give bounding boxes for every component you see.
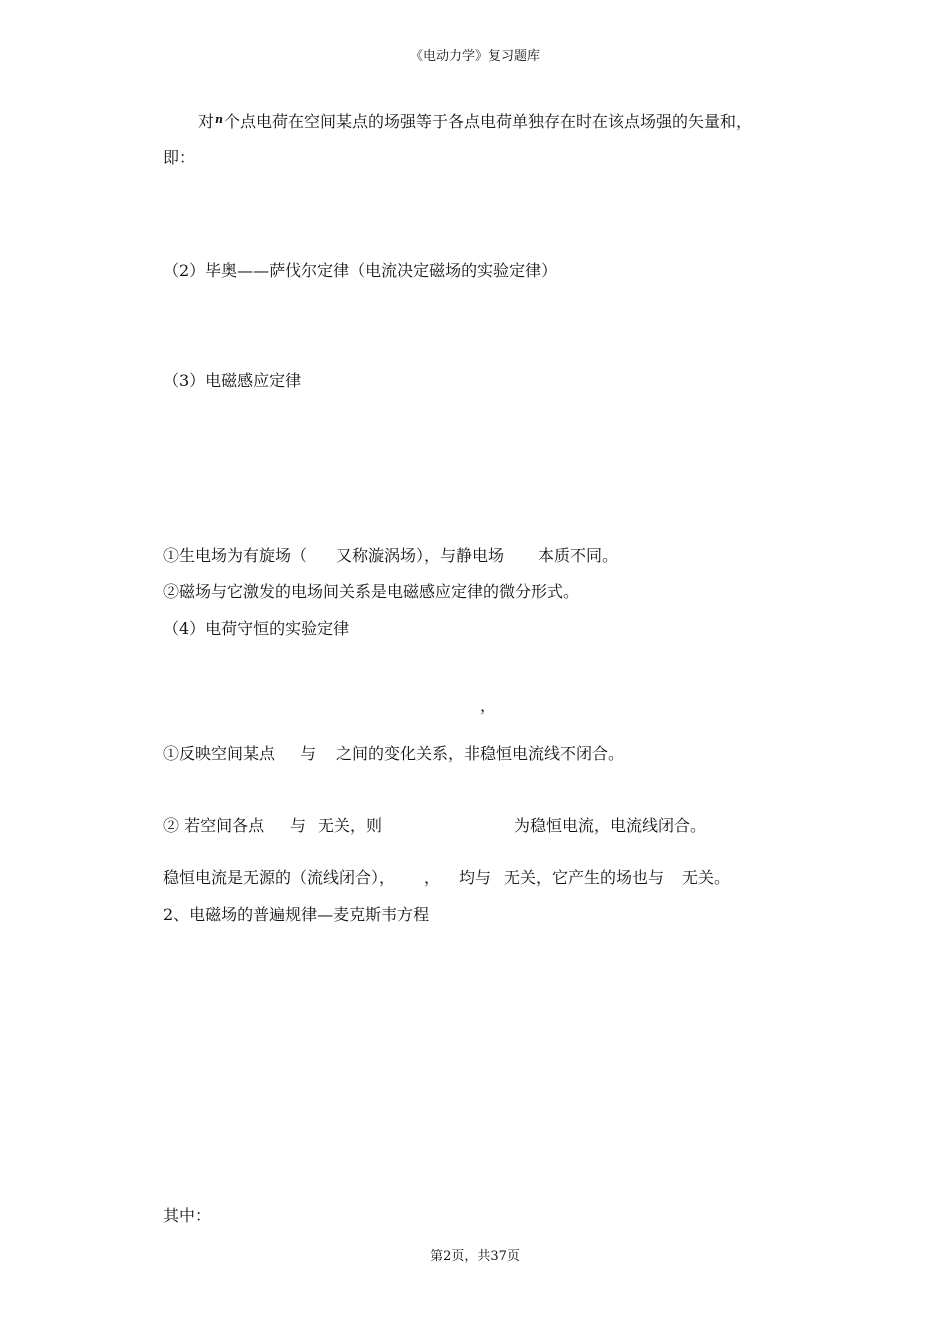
- steady-part-c: 均与: [459, 868, 492, 887]
- paragraph-superposition: [198, 110, 752, 132]
- equation-comma: ，: [480, 696, 497, 715]
- heading-em-induction: （3）电磁感应定律: [163, 371, 302, 390]
- section-maxwell: 2、电磁场的普遍规律—麦克斯韦方程: [163, 905, 430, 924]
- steady-part-b: ，: [424, 868, 441, 887]
- item-3-part-b: 与: [300, 744, 317, 763]
- page-header: 《电动力学》复习题库: [409, 49, 540, 64]
- item-1-part-a: ①生电场为有旋场（: [163, 546, 308, 565]
- paragraph-prefix: 对: [198, 112, 215, 131]
- heading-charge-conservation: （4）电荷守恒的实验定律: [163, 619, 350, 638]
- item-4-part-d: 为稳恒电流，电流线闭合。: [514, 816, 707, 835]
- math-symbol-n: n: [215, 113, 224, 126]
- heading-biot-savart: （2）毕奥——萨伐尔定律（电流决定磁场的实验定律）: [163, 261, 558, 280]
- paragraph-text: 个点电荷在空间某点的场强等于各点电荷单独存在时在该点场强的矢量和，: [224, 112, 753, 131]
- page-footer: 第2页，共37页: [430, 1249, 520, 1264]
- steady-part-a: 稳恒电流是无源的（流线闭合），: [163, 868, 396, 887]
- item-3-part-a: ①反映空间某点: [163, 744, 276, 763]
- steady-part-e: 无关。: [682, 868, 731, 887]
- item-1-part-c: 本质不同。: [538, 546, 619, 565]
- item-4-part-a: ② 若空间各点: [163, 816, 265, 835]
- item-4-part-b: 与: [290, 816, 307, 835]
- steady-part-d: 无关，它产生的场也与: [504, 868, 665, 887]
- where-label: 其中：: [163, 1206, 212, 1225]
- item-1-part-b: 又称漩涡场），与静电场: [336, 546, 505, 565]
- item-3-part-c: 之间的变化关系，非稳恒电流线不闭合。: [336, 744, 625, 763]
- item-4-part-c: 无关，则: [318, 816, 383, 835]
- paragraph-continuation: 即：: [163, 148, 196, 167]
- item-2: ②磁场与它激发的电场间关系是电磁感应定律的微分形式。: [163, 582, 580, 601]
